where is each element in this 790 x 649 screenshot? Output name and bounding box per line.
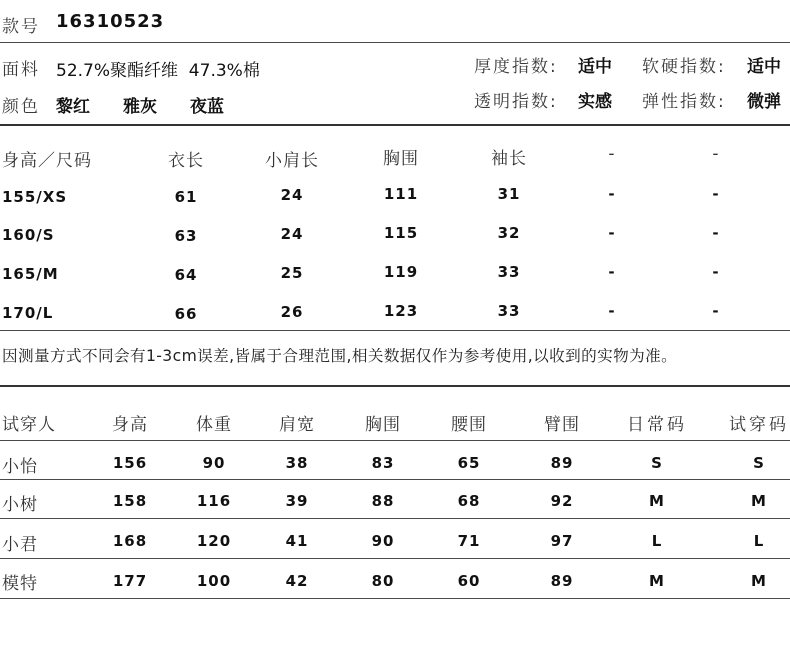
fit-cell: 小树 bbox=[2, 495, 38, 515]
fit-cell: 156 bbox=[112, 454, 148, 472]
fit-cell: 89 bbox=[550, 454, 574, 472]
size-cell: 24 bbox=[280, 225, 304, 243]
size-header-empty: - bbox=[608, 144, 616, 164]
thickness-value: 适中 bbox=[578, 57, 612, 77]
softness-label: 软硬指数: bbox=[642, 57, 726, 77]
fit-cell: 38 bbox=[285, 454, 309, 472]
fit-cell: 41 bbox=[285, 532, 309, 550]
size-cell: 63 bbox=[174, 227, 198, 245]
size-cell: 66 bbox=[174, 305, 198, 323]
color-option: 黎红 bbox=[56, 97, 90, 117]
size-header-sleeve: 袖长 bbox=[491, 149, 527, 169]
size-cell: 155/XS bbox=[2, 188, 68, 206]
fit-cell: 116 bbox=[196, 492, 232, 510]
size-cell: 33 bbox=[497, 302, 521, 320]
fit-cell: 71 bbox=[457, 532, 481, 550]
measurement-note: 因测量方式不同会有1-3cm误差,皆属于合理范围,相关数据仅作为参考使用,以收到的实物为准。 bbox=[2, 347, 678, 365]
style-number-label: 款号 bbox=[2, 17, 40, 37]
divider bbox=[0, 330, 790, 331]
size-cell: 123 bbox=[383, 302, 419, 320]
divider bbox=[0, 385, 790, 387]
fit-cell: 68 bbox=[457, 492, 481, 510]
size-cell: - bbox=[712, 263, 720, 281]
fit-cell: 120 bbox=[196, 532, 232, 550]
size-cell: 165/M bbox=[2, 265, 59, 283]
elasticity-value: 微弹 bbox=[747, 92, 781, 112]
style-number: 16310523 bbox=[56, 11, 165, 32]
fit-cell: 模特 bbox=[2, 574, 38, 594]
divider bbox=[0, 518, 790, 519]
size-cell: - bbox=[608, 302, 616, 320]
fit-cell: S bbox=[753, 454, 765, 472]
size-header-empty: - bbox=[712, 144, 720, 164]
fabric-label: 面料 bbox=[2, 60, 40, 80]
fit-cell: 90 bbox=[371, 532, 395, 550]
fit-cell: 小君 bbox=[2, 535, 38, 555]
fit-header-shoulder: 肩宽 bbox=[279, 415, 315, 435]
fit-header-chest: 胸围 bbox=[365, 415, 401, 435]
divider bbox=[0, 479, 790, 480]
divider bbox=[0, 440, 790, 441]
size-header-chest: 胸围 bbox=[383, 149, 419, 169]
size-cell: - bbox=[608, 185, 616, 203]
transparency-value: 实感 bbox=[578, 92, 612, 112]
fit-cell: 88 bbox=[371, 492, 395, 510]
size-cell: 64 bbox=[174, 266, 198, 284]
fit-header-usual-size: 日常码 bbox=[627, 415, 687, 435]
fit-cell: M bbox=[751, 572, 767, 590]
fit-header-person: 试穿人 bbox=[2, 415, 56, 435]
fit-header-weight: 体重 bbox=[196, 415, 232, 435]
fit-cell: 80 bbox=[371, 572, 395, 590]
color-option: 雅灰 bbox=[123, 97, 157, 117]
softness-value: 适中 bbox=[747, 57, 781, 77]
fit-cell: S bbox=[651, 454, 663, 472]
fit-cell: 60 bbox=[457, 572, 481, 590]
size-cell: - bbox=[608, 224, 616, 242]
fit-cell: M bbox=[649, 572, 665, 590]
divider bbox=[0, 558, 790, 559]
divider bbox=[0, 598, 790, 599]
fabric-value: 52.7%聚酯纤维 47.3%棉 bbox=[56, 61, 260, 81]
fit-cell: 158 bbox=[112, 492, 148, 510]
fit-header-waist: 腰围 bbox=[451, 415, 487, 435]
fit-cell: 97 bbox=[550, 532, 574, 550]
fit-header-height: 身高 bbox=[112, 415, 148, 435]
transparency-label: 透明指数: bbox=[474, 92, 558, 112]
fit-cell: 92 bbox=[550, 492, 574, 510]
size-cell: - bbox=[712, 185, 720, 203]
size-cell: 31 bbox=[497, 185, 521, 203]
color-option: 夜蓝 bbox=[190, 97, 224, 117]
fit-cell: 83 bbox=[371, 454, 395, 472]
size-cell: 61 bbox=[174, 188, 198, 206]
size-cell: 111 bbox=[383, 185, 419, 203]
thickness-label: 厚度指数: bbox=[474, 57, 558, 77]
size-cell: 32 bbox=[497, 224, 521, 242]
size-cell: 24 bbox=[280, 186, 304, 204]
divider bbox=[0, 42, 790, 43]
size-cell: 33 bbox=[497, 263, 521, 281]
size-cell: - bbox=[712, 302, 720, 320]
fit-cell: 177 bbox=[112, 572, 148, 590]
fit-cell: 65 bbox=[457, 454, 481, 472]
elasticity-label: 弹性指数: bbox=[642, 92, 726, 112]
fit-cell: 90 bbox=[202, 454, 226, 472]
divider bbox=[0, 124, 790, 126]
size-header-height-size: 身高／尺码 bbox=[2, 151, 92, 171]
size-header-shoulder: 小肩长 bbox=[265, 151, 319, 171]
fit-cell: 168 bbox=[112, 532, 148, 550]
size-header-length: 衣长 bbox=[168, 151, 204, 171]
fit-header-arm: 臂围 bbox=[544, 415, 580, 435]
fit-header-tried-size: 试穿码 bbox=[729, 415, 789, 435]
size-cell: - bbox=[712, 224, 720, 242]
color-label: 颜色 bbox=[2, 97, 40, 117]
fit-cell: M bbox=[649, 492, 665, 510]
fit-cell: 89 bbox=[550, 572, 574, 590]
size-cell: 25 bbox=[280, 264, 304, 282]
size-cell: 26 bbox=[280, 303, 304, 321]
size-cell: 119 bbox=[383, 263, 419, 281]
fit-cell: 42 bbox=[285, 572, 309, 590]
fit-cell: 小怡 bbox=[2, 457, 38, 477]
fit-cell: M bbox=[751, 492, 767, 510]
fit-cell: L bbox=[651, 532, 663, 550]
size-cell: 160/S bbox=[2, 226, 55, 244]
size-cell: - bbox=[608, 263, 616, 281]
fit-cell: 39 bbox=[285, 492, 309, 510]
fit-cell: 100 bbox=[196, 572, 232, 590]
fit-cell: L bbox=[753, 532, 765, 550]
size-cell: 170/L bbox=[2, 304, 54, 322]
size-cell: 115 bbox=[383, 224, 419, 242]
